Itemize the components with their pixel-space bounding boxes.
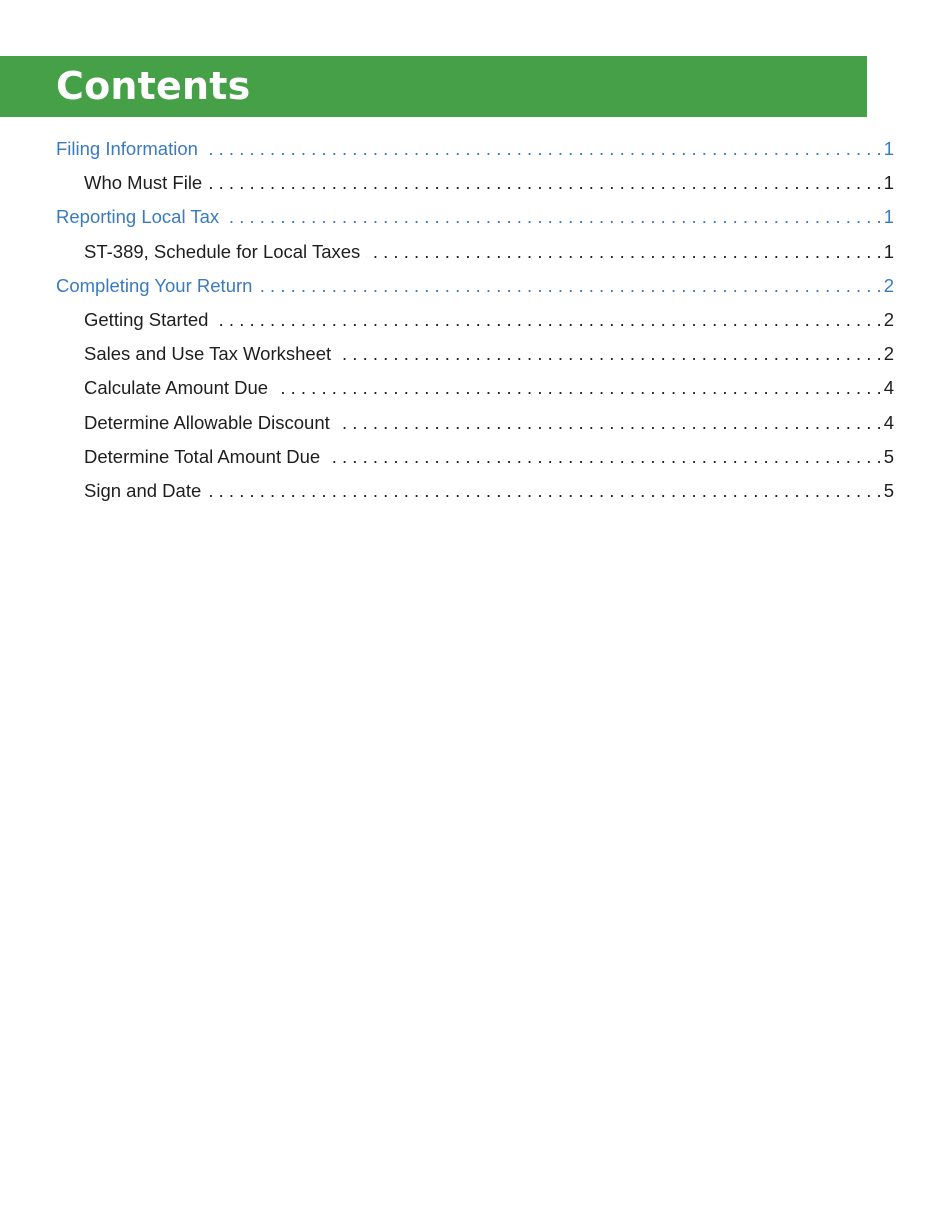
- toc-page-number: 2: [883, 274, 894, 296]
- contents-banner: [0, 56, 867, 117]
- dot-leader: [204, 132, 882, 166]
- toc-entry-label: Sign and Date: [84, 479, 202, 501]
- dot-leader: [214, 303, 881, 337]
- toc-entry-label: Sales and Use Tax Worksheet: [84, 343, 332, 365]
- toc-entry-label: Determine Allowable Discount: [84, 411, 330, 433]
- toc-page-number: 4: [883, 411, 894, 433]
- dot-leader: [208, 166, 881, 200]
- toc-entry-calculate-amount-due[interactable]: [56, 371, 894, 405]
- toc-page-number: 1: [883, 138, 894, 159]
- toc-entry-who-must-file[interactable]: [56, 166, 894, 200]
- dot-leader: [274, 371, 882, 405]
- toc-entry-completing-your-return[interactable]: [56, 269, 894, 303]
- toc-page-number: 2: [883, 308, 894, 330]
- toc-entry-sign-and-date[interactable]: [56, 474, 894, 508]
- dot-leader: [225, 200, 882, 234]
- toc-entry-sales-and-use-tax-worksheet[interactable]: [56, 337, 894, 371]
- toc-entry-st-389-schedule[interactable]: [56, 235, 894, 269]
- dot-leader: [336, 406, 882, 440]
- toc-page-number: 4: [883, 377, 894, 399]
- table-of-contents: [56, 132, 894, 508]
- toc-entry-label: Completing Your Return: [56, 274, 253, 296]
- toc-entry-label: Filing Information: [56, 138, 198, 159]
- toc-entry-label: Who Must File: [84, 172, 203, 194]
- page-title: Contents: [56, 64, 251, 108]
- dot-leader: [366, 235, 881, 269]
- toc-page-number: 5: [883, 479, 894, 501]
- toc-entry-determine-total-amount-due[interactable]: [56, 440, 894, 474]
- dot-leader: [326, 440, 882, 474]
- toc-entry-filing-information[interactable]: [56, 132, 894, 166]
- toc-page-number: 5: [883, 445, 894, 467]
- toc-entry-determine-allowable-discount[interactable]: [56, 406, 894, 440]
- dot-leader: [337, 337, 882, 371]
- toc-entry-label: Calculate Amount Due: [84, 377, 269, 399]
- toc-page-number: 1: [883, 240, 894, 262]
- toc-page-number: 1: [883, 206, 894, 228]
- dot-leader: [207, 474, 881, 508]
- toc-entry-label: Determine Total Amount Due: [84, 445, 321, 467]
- toc-entry-label: ST-389, Schedule for Local Taxes: [84, 240, 361, 262]
- toc-page-number: 2: [883, 343, 894, 365]
- toc-entry-label: Reporting Local Tax: [56, 206, 220, 228]
- dot-leader: [258, 269, 881, 303]
- toc-entry-getting-started[interactable]: [56, 303, 894, 337]
- toc-entry-label: Getting Started: [84, 308, 209, 330]
- toc-entry-reporting-local-tax[interactable]: [56, 200, 894, 234]
- toc-page-number: 1: [883, 172, 894, 194]
